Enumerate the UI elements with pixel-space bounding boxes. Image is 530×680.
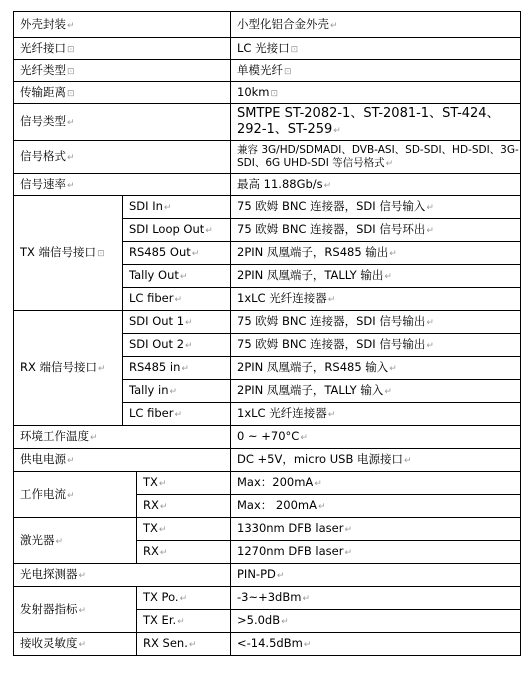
rx-item-value: 2PIN 凤凰端子，TALLY 输入↵ <box>231 380 521 403</box>
fiber-interface-label: 光纤接口⊡ <box>14 38 231 60</box>
temperature-value: 0 ~ +70°C↵ <box>231 426 521 449</box>
tx-item-value: 2PIN 凤凰端子，RS485 输出↵ <box>231 242 521 265</box>
signal-format-label: 信号格式↵ <box>14 141 231 174</box>
fiber-interface-value: LC 光接口⊡ <box>231 38 521 60</box>
temperature-label: 环境工作温度↵ <box>14 426 231 449</box>
current-item-value: Max： 200mA↵ <box>231 495 521 518</box>
transmitter-item-value: >5.0dB↵ <box>231 610 521 633</box>
housing-value: 小型化铝合金外壳↵ <box>231 12 521 38</box>
laser-item-value: 1270nm DFB laser↵ <box>231 541 521 564</box>
laser-label: 激光器↵ <box>14 518 137 564</box>
housing-label: 外壳封装↵ <box>14 12 231 38</box>
tx-item-name: SDI Loop Out↵ <box>123 219 231 242</box>
current-item-value: Max：200mA↵ <box>231 472 521 495</box>
current-item-name: TX↵ <box>137 472 231 495</box>
spec-table <box>13 11 521 656</box>
distance-label: 传输距离⊡ <box>14 82 231 104</box>
signal-rate-label: 信号速率↵ <box>14 174 231 196</box>
tx-item-name: LC fiber↵ <box>123 288 231 311</box>
laser-item-value: 1330nm DFB laser↵ <box>231 518 521 541</box>
rx-interface-label: RX 端信号接口↵ <box>14 311 123 426</box>
rx-item-name: SDI Out 2↵ <box>123 334 231 357</box>
detector-label: 光电探测器↵ <box>14 564 231 587</box>
power-label: 供电电源↵ <box>14 449 231 472</box>
fiber-type-label: 光纤类型⊡ <box>14 60 231 82</box>
tx-item-value: 1xLC 光纤连接器↵ <box>231 288 521 311</box>
tx-item-value: 2PIN 凤凰端子，TALLY 输出↵ <box>231 265 521 288</box>
detector-value: PIN-PD↵ <box>231 564 521 587</box>
signal-rate-value: 最高 11.88Gb/s↵ <box>231 174 521 196</box>
tx-item-value: 75 欧姆 BNC 连接器，SDI 信号输入↵ <box>231 196 521 219</box>
power-value: DC +5V，micro USB 电源接口↵ <box>231 449 521 472</box>
transmitter-item-name: TX Er.↵ <box>137 610 231 633</box>
rx-item-value: 1xLC 光纤连接器↵ <box>231 403 521 426</box>
transmitter-item-name: TX Po.↵ <box>137 587 231 610</box>
current-item-name: RX↵ <box>137 495 231 518</box>
laser-item-name: TX↵ <box>137 518 231 541</box>
laser-item-name: RX↵ <box>137 541 231 564</box>
fiber-type-value: 单模光纤⊡ <box>231 60 521 82</box>
rx-item-value: 2PIN 凤凰端子，RS485 输入↵ <box>231 357 521 380</box>
tx-interface-label: TX 端信号接口⊡ <box>14 196 123 311</box>
signal-type-label: 信号类型↵ <box>14 104 231 141</box>
sensitivity-item-value: <-14.5dBm↵ <box>231 633 521 656</box>
rx-item-name: RS485 in↵ <box>123 357 231 380</box>
tx-item-name: RS485 Out↵ <box>123 242 231 265</box>
rx-item-name: Tally in↵ <box>123 380 231 403</box>
rx-item-value: 75 欧姆 BNC 连接器，SDI 信号输出↵ <box>231 311 521 334</box>
tx-item-name: SDI In↵ <box>123 196 231 219</box>
signal-type-value: SMTPE ST-2082-1、ST-2081-1、ST-424、292-1、ST-259↵ <box>231 104 521 141</box>
transmitter-item-value: -3~+3dBm↵ <box>231 587 521 610</box>
current-label: 工作电流↵ <box>14 472 137 518</box>
signal-format-value: 兼容 3G/HD/SDMADI、DVB-ASI、SD-SDI、HD-SDI、3G-SDI、6G UHD-SDI 等信号格式↵ <box>231 141 521 174</box>
sensitivity-item-name: RX Sen.↵ <box>137 633 231 656</box>
tx-item-name: Tally Out↵ <box>123 265 231 288</box>
sensitivity-label: 接收灵敏度↵ <box>14 633 137 656</box>
rx-item-name: LC fiber↵ <box>123 403 231 426</box>
rx-item-name: SDI Out 1↵ <box>123 311 231 334</box>
transmitter-label: 发射器指标↵ <box>14 587 137 633</box>
distance-value: 10km⊡ <box>231 82 521 104</box>
rx-item-value: 75 欧姆 BNC 连接器，SDI 信号输出↵ <box>231 334 521 357</box>
tx-item-value: 75 欧姆 BNC 连接器，SDI 信号环出↵ <box>231 219 521 242</box>
